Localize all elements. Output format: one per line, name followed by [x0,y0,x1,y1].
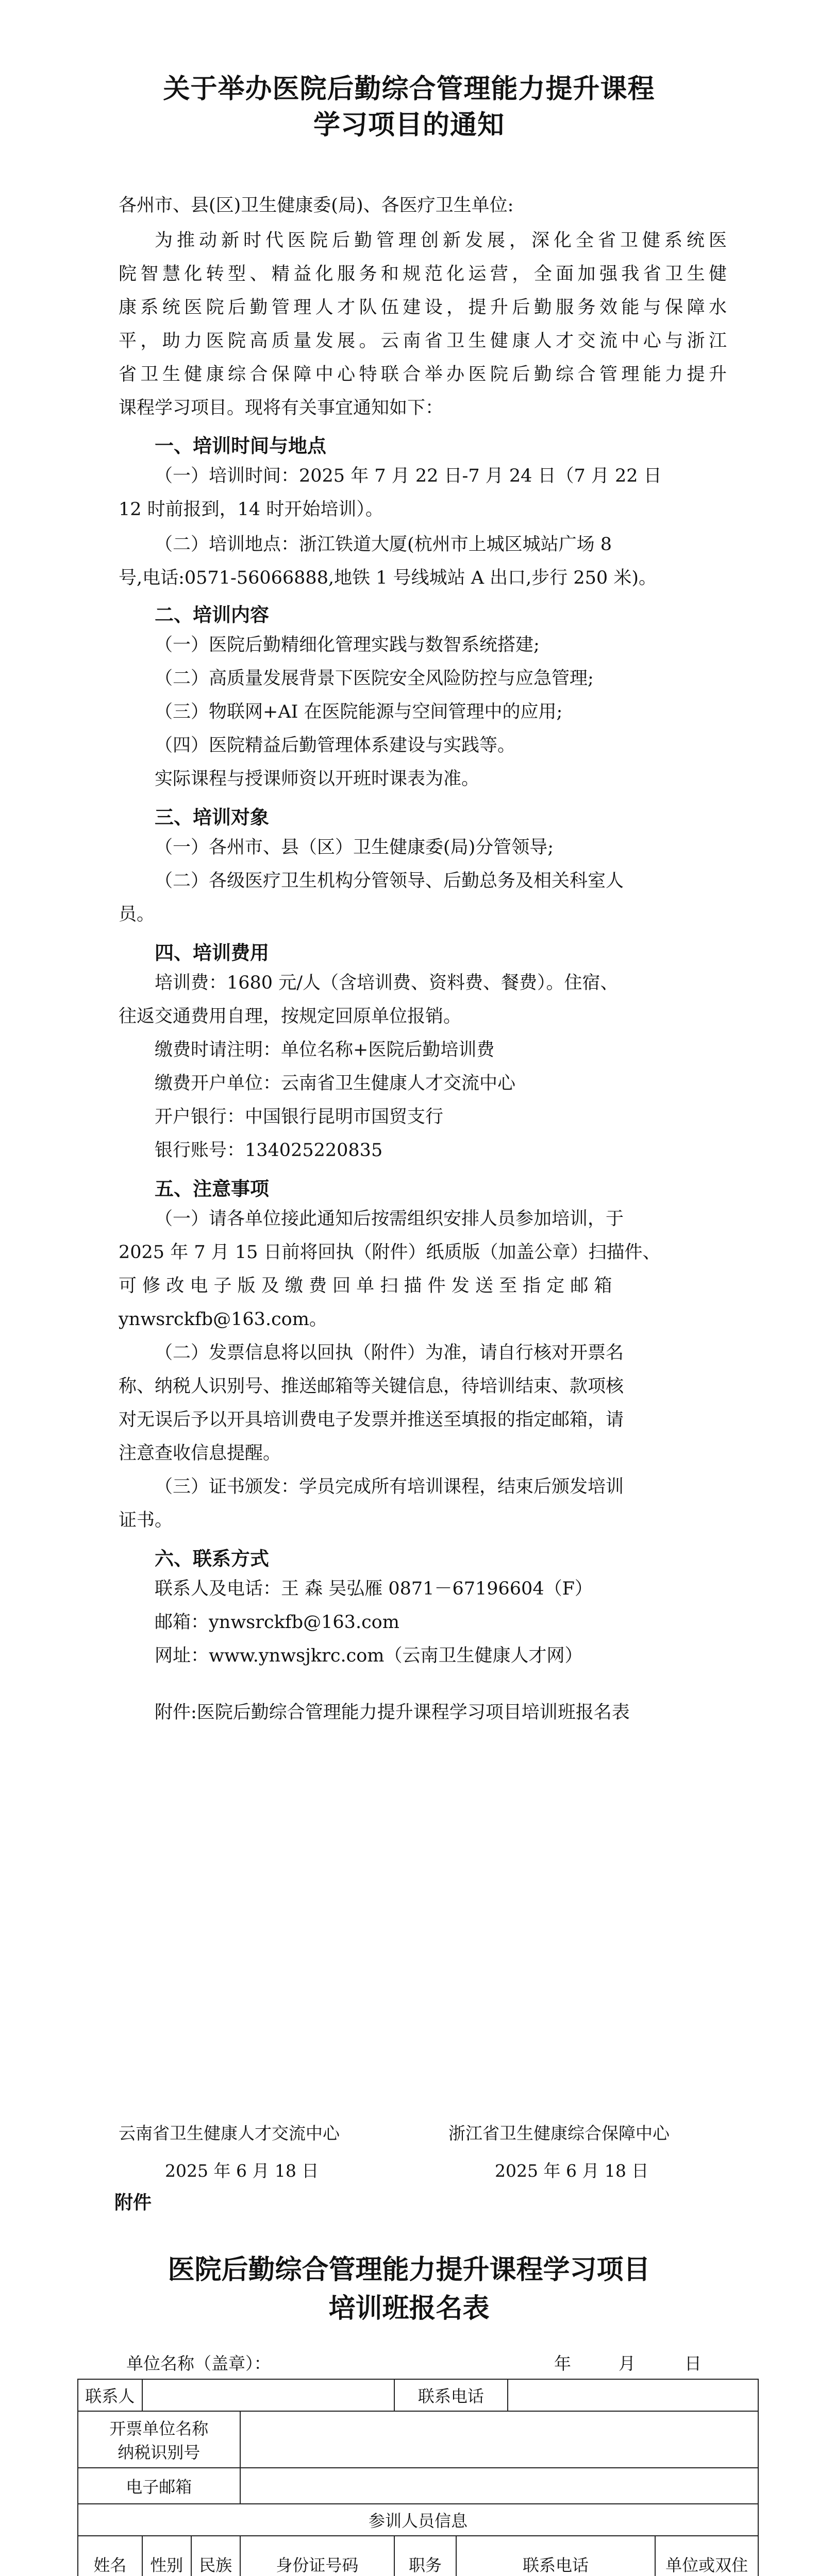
section-line: （二）培训地点：浙江铁道大厦(杭州市上城区城站广场 8 [155,534,612,555]
section-line: 银行账号：134025220835 [155,1140,383,1161]
section-line: 培训费：1680 元/人（含培训费、资料费、餐费）。住宿、 [155,973,619,993]
section-line: （二）发票信息将以回执（附件）为准，请自行核对开票名 [155,1343,624,1363]
section-line: （二）各级医疗卫生机构分管领导、后勤总务及相关科室人 [155,871,624,891]
date-zhejiang: 2025 年 6 月 18 日 [495,2161,649,2181]
section-heading: 五、注意事项 [155,1178,269,1200]
section-heading: 一、培训时间与地点 [155,435,326,457]
section-line: （一）培训时间：2025 年 7 月 22 日-7 月 24 日（7 月 22 日 [155,466,662,486]
section-line: 实际课程与授课师资以开班时课表为准。 [155,769,480,789]
section-line: （三）物联网+AI 在医院能源与空间管理中的应用; [155,702,563,722]
date-yunnan: 2025 年 6 月 18 日 [165,2161,319,2181]
column-header: 职务 [394,2536,456,2576]
section-line: 可 修 改 电 子 版 及 缴 费 回 单 扫 描 件 发 送 至 指 定 邮 箱 [119,1276,612,1296]
email-label: 电子邮箱 [78,2468,240,2504]
form-title-line1: 医院后勤综合管理能力提升课程学习项目 [168,2254,650,2285]
section-line: 员。 [119,904,155,925]
intro-line: 省卫生健康综合保障中心特联合举办医院后勤综合管理能力提升 [119,364,727,385]
participants-title: 参训人员信息 [78,2504,758,2536]
contact-line: 联系人及电话：王 森 吴弘雁 0871－67196604（F） [155,1579,593,1599]
recipients: 各州市、县(区)卫生健康委(局)、各医疗卫生单位: [119,195,514,216]
column-header: 姓名 [78,2536,142,2576]
email-value-cell[interactable] [240,2468,758,2504]
intro-line: 为推动新时代医院后勤管理创新发展，深化全省卫健系统医 [155,230,727,251]
tax-id-label: 纳税识别号 [118,2443,201,2462]
section-line: 往返交通费用自理，按规定回原单位报销。 [119,1006,462,1027]
invoice-value-cell[interactable] [240,2411,758,2468]
section-line: （一）各州市、县（区）卫生健康委(局)分管领导; [155,837,554,858]
website-line: 网址：www.ynwsjkrc.com（云南卫生健康人才网） [155,1646,583,1666]
column-header: 联系电话 [456,2536,655,2576]
contact-phone-cell[interactable] [508,2379,758,2411]
section-line: 称、纳税人识别号、推送邮箱等关键信息，待培训结束、款项核 [119,1376,624,1397]
section-line: 缴费时请注明：单位名称+医院后勤培训费 [155,1040,495,1060]
invoice-label-cell [78,2411,240,2468]
section-heading: 三、培训对象 [155,806,269,828]
signer-zhejiang: 浙江省卫生健康综合保障中心 [448,2123,670,2143]
signer-yunnan: 云南省卫生健康人才交流中心 [119,2123,340,2143]
section-line: 12 时前报到，14 时开始培训）。 [119,499,383,520]
intro-line: 课程学习项目。现将有关事宜通知如下： [119,398,444,418]
section-line: 号,电话:0571-56066888,地铁 1 号线城站 A 出口,步行 250 米)。 [119,568,657,588]
section-line: （一）请各单位接此通知后按需组织安排人员参加培训，于 [155,1209,624,1229]
form-title-line2: 培训班报名表 [328,2293,490,2324]
section-line: 证书。 [119,1510,173,1531]
section-line: （一）医院后勤精细化管理实践与数智系统搭建; [155,635,540,655]
section-line: 2025 年 7 月 15 日前将回执（附件）纸质版（加盖公章）扫描件、 [119,1242,661,1263]
notice-title-line1: 关于举办医院后勤综合管理能力提升课程 [163,73,655,105]
section-heading: 四、培训费用 [155,942,269,964]
intro-line: 康系统医院后勤管理人才队伍建设，提升后勤服务效能与保障水 [119,297,727,318]
section-line: （三）证书颁发：学员完成所有培训课程，结束后颁发培训 [155,1477,624,1497]
invoice-name-label: 开票单位名称 [109,2419,209,2438]
section-line: 缴费开户单位：云南省卫生健康人才交流中心 [155,1073,516,1094]
contact-phone-label: 联系电话 [394,2379,508,2411]
section-line: 注意查收信息提醒。 [119,1443,281,1464]
email-line: 邮箱：ynwsrckfb@163.com [155,1612,399,1633]
column-header: 身份证号码 [240,2536,394,2576]
section-line: 对无误后予以开具培训费电子发票并推送至填报的指定邮箱，请 [119,1410,624,1430]
column-header: 单位或双住 [655,2536,758,2576]
section-line: ynwsrckfb@163.com。 [119,1309,327,1330]
year-label: 年 [554,2353,571,2374]
attachment-note: 附件:医院后勤综合管理能力提升课程学习项目培训班报名表 [155,1702,630,1723]
column-header: 性别 [142,2536,191,2576]
section-line: （四）医院精益后勤管理体系建设与实践等。 [155,735,516,756]
intro-line: 院智慧化转型、精益化服务和规范化运营，全面加强我省卫生健 [119,264,727,284]
section-line: （二）高质量发展背景下医院安全风险防控与应急管理; [155,668,594,689]
contact-person-cell[interactable] [142,2379,394,2411]
column-header: 民族 [191,2536,240,2576]
contact-person-label: 联系人 [78,2379,142,2411]
attachment-label: 附件 [114,2192,152,2213]
section-heading: 二、培训内容 [155,604,269,626]
notice-title-line2: 学习项目的通知 [313,109,505,141]
section-line: 开户银行：中国银行昆明市国贸支行 [155,1107,444,1127]
unit-name-label: 单位名称（盖章）： [126,2353,271,2374]
registration-form-table [77,2379,759,2576]
intro-line: 平，助力医院高质量发展。云南省卫生健康人才交流中心与浙江 [119,331,727,351]
month-label: 月 [619,2353,636,2374]
day-label: 日 [685,2353,702,2374]
section-heading: 六、联系方式 [155,1548,269,1570]
